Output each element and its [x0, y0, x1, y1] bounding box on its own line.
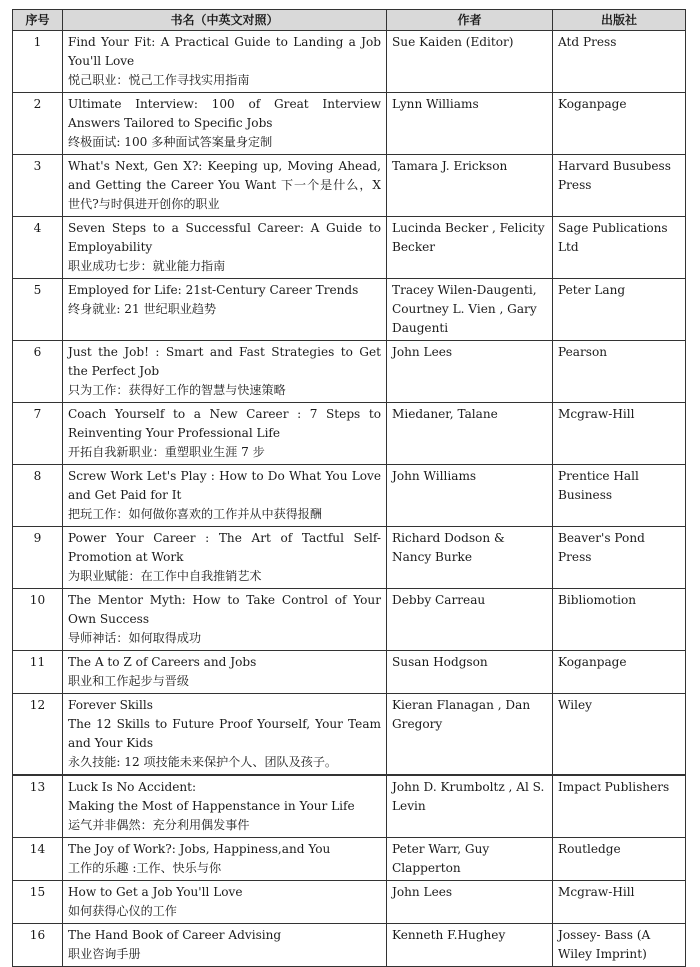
- book-title-chinese: 终身就业: 21 世纪职业趋势: [68, 302, 217, 316]
- row-number: 13: [13, 775, 63, 838]
- row-number: 5: [13, 279, 63, 341]
- book-title-cell: [63, 694, 387, 776]
- book-title-english: The Mentor Myth: How to Take Control of Your Own Success: [68, 593, 381, 626]
- row-number: 16: [13, 924, 63, 967]
- book-title-english: The Joy of Work?: Jobs, Happiness,and You: [68, 842, 331, 856]
- book-publisher: Mcgraw-Hill: [553, 403, 686, 465]
- header-number: 序号: [13, 10, 63, 31]
- table-header: [13, 10, 686, 31]
- table-row: [13, 93, 686, 155]
- book-publisher: Beaver's Pond Press: [553, 527, 686, 589]
- career-books-table: [12, 9, 686, 967]
- book-title-english: Coach Yourself to a New Career : 7 Steps to Reinventing Your Professional Life: [68, 407, 381, 440]
- book-title-chinese: 悦己职业：悦己工作寻找实用指南: [68, 73, 250, 87]
- book-title-chinese: 永久技能: 12 项技能未来保护个人、团队及孩子。: [68, 755, 338, 769]
- book-title-english: How to Get a Job You'll Love: [68, 885, 243, 899]
- row-number: 11: [13, 651, 63, 694]
- table-row: [13, 651, 686, 694]
- row-number: 12: [13, 694, 63, 776]
- book-title-cell: [63, 31, 387, 93]
- row-number: 1: [13, 31, 63, 93]
- book-title-english: Forever Skills: [68, 698, 153, 712]
- book-title-chinese: 只为工作：获得好工作的智慧与快速策略: [68, 383, 286, 397]
- book-publisher: Impact Publishers: [553, 775, 686, 838]
- table-row: [13, 881, 686, 924]
- book-title-cell: [63, 217, 387, 279]
- table-row: [13, 155, 686, 217]
- book-title-cell: [63, 838, 387, 881]
- book-author: Tracey Wilen-Daugenti, Courtney L. Vien , Gary Daugenti: [387, 279, 553, 341]
- book-title-english: Just the Job! : Smart and Fast Strategies to Get the Perfect Job: [68, 345, 381, 378]
- book-author: John Lees: [387, 881, 553, 924]
- book-title-chinese: 运气并非偶然：充分利用偶发事件: [68, 818, 250, 832]
- book-title-english: The Hand Book of Career Advising: [68, 928, 282, 942]
- book-title-chinese: 职业和工作起步与晋级: [68, 674, 189, 688]
- book-title-cell: [63, 155, 387, 217]
- book-title-cell: [63, 527, 387, 589]
- book-title-cell: [63, 924, 387, 967]
- book-publisher: Koganpage: [553, 651, 686, 694]
- book-title-cell: [63, 93, 387, 155]
- table-body: [13, 31, 686, 967]
- book-author: Peter Warr, Guy Clapperton: [387, 838, 553, 881]
- table-row: [13, 31, 686, 93]
- header-row: [13, 10, 686, 31]
- book-title-chinese: 职业咨询手册: [68, 947, 141, 961]
- book-author: John Lees: [387, 341, 553, 403]
- book-publisher: Peter Lang: [553, 279, 686, 341]
- book-title-english: What's Next, Gen X?: Keeping up, Moving Ahead, and Getting the Career You Want 下一个是什么，X 世代?与时俱进开创你的职业: [68, 159, 381, 211]
- book-author: Richard Dodson & Nancy Burke: [387, 527, 553, 589]
- book-author: Kenneth F.Hughey: [387, 924, 553, 967]
- book-title-chinese: 工作的乐趣 :工作、快乐与你: [68, 861, 222, 875]
- book-title-english: Making the Most of Happenstance in Your Life: [68, 799, 355, 813]
- book-author: Susan Hodgson: [387, 651, 553, 694]
- header-title: 书名（中英文对照）: [63, 10, 387, 31]
- book-title-cell: [63, 651, 387, 694]
- book-publisher: Routledge: [553, 838, 686, 881]
- book-publisher: Sage Publications Ltd: [553, 217, 686, 279]
- book-title-english: Power Your Career : The Art of Tactful Self-Promotion at Work: [68, 531, 381, 564]
- table-row: [13, 341, 686, 403]
- book-author: Lucinda Becker , Felicity Becker: [387, 217, 553, 279]
- table-row: [13, 775, 686, 838]
- header-publisher: 出版社: [553, 10, 686, 31]
- book-title-english: Luck Is No Accident:: [68, 780, 197, 794]
- book-list-container: [12, 9, 686, 967]
- book-title-chinese: 把玩工作：如何做你喜欢的工作并从中获得报酬: [68, 507, 322, 521]
- book-title-cell: [63, 465, 387, 527]
- book-title-english: The 12 Skills to Future Proof Yourself, Your Team and Your Kids: [68, 717, 381, 750]
- row-number: 3: [13, 155, 63, 217]
- book-publisher: Pearson: [553, 341, 686, 403]
- row-number: 15: [13, 881, 63, 924]
- book-publisher: Jossey- Bass (A Wiley Imprint): [553, 924, 686, 967]
- book-title-cell: [63, 341, 387, 403]
- book-title-chinese: 如何获得心仪的工作: [68, 904, 177, 918]
- book-author: Debby Carreau: [387, 589, 553, 651]
- book-publisher: Prentice Hall Business: [553, 465, 686, 527]
- header-author: 作者: [387, 10, 553, 31]
- book-publisher: Wiley: [553, 694, 686, 776]
- row-number: 7: [13, 403, 63, 465]
- book-title-chinese: 开拓自我新职业：重塑职业生涯 7 步: [68, 445, 265, 459]
- book-publisher: Koganpage: [553, 93, 686, 155]
- row-number: 9: [13, 527, 63, 589]
- table-row: [13, 403, 686, 465]
- row-number: 8: [13, 465, 63, 527]
- book-author: Miedaner, Talane: [387, 403, 553, 465]
- book-title-english: The A to Z of Careers and Jobs: [68, 655, 257, 669]
- table-row: [13, 924, 686, 967]
- table-row: [13, 589, 686, 651]
- row-number: 10: [13, 589, 63, 651]
- book-publisher: Bibliomotion: [553, 589, 686, 651]
- book-title-chinese: 终极面试: 100 多种面试答案量身定制: [68, 135, 273, 149]
- book-author: John D. Krumboltz , Al S. Levin: [387, 775, 553, 838]
- row-number: 14: [13, 838, 63, 881]
- row-number: 6: [13, 341, 63, 403]
- book-title-english: Seven Steps to a Successful Career: A Guide to Employability: [68, 221, 381, 254]
- book-title-cell: [63, 279, 387, 341]
- row-number: 4: [13, 217, 63, 279]
- table-row: [13, 217, 686, 279]
- book-title-chinese: 为职业赋能：在工作中自我推销艺术: [68, 569, 262, 583]
- book-publisher: Harvard Busubess Press: [553, 155, 686, 217]
- book-title-english: Find Your Fit: A Practical Guide to Landing a Job You'll Love: [68, 35, 381, 68]
- book-title-cell: [63, 775, 387, 838]
- book-author: John Williams: [387, 465, 553, 527]
- book-title-chinese: 导师神话：如何取得成功: [68, 631, 202, 645]
- book-title-english: Screw Work Let's Play : How to Do What You Love and Get Paid for It: [68, 469, 381, 502]
- table-row: [13, 838, 686, 881]
- book-title-cell: [63, 881, 387, 924]
- table-row: [13, 527, 686, 589]
- book-author: Sue Kaiden (Editor): [387, 31, 553, 93]
- book-publisher: Mcgraw-Hill: [553, 881, 686, 924]
- book-author: Tamara J. Erickson: [387, 155, 553, 217]
- table-row: [13, 279, 686, 341]
- book-title-english: Employed for Life: 21st-Century Career Trends: [68, 283, 359, 297]
- table-row: [13, 694, 686, 776]
- book-author: Lynn Williams: [387, 93, 553, 155]
- book-title-cell: [63, 589, 387, 651]
- book-title-chinese: 职业成功七步：就业能力指南: [68, 259, 226, 273]
- book-title-english: Ultimate Interview: 100 of Great Interview Answers Tailored to Specific Jobs: [68, 97, 381, 130]
- row-number: 2: [13, 93, 63, 155]
- book-author: Kieran Flanagan , Dan Gregory: [387, 694, 553, 776]
- book-title-cell: [63, 403, 387, 465]
- table-row: [13, 465, 686, 527]
- book-publisher: Atd Press: [553, 31, 686, 93]
